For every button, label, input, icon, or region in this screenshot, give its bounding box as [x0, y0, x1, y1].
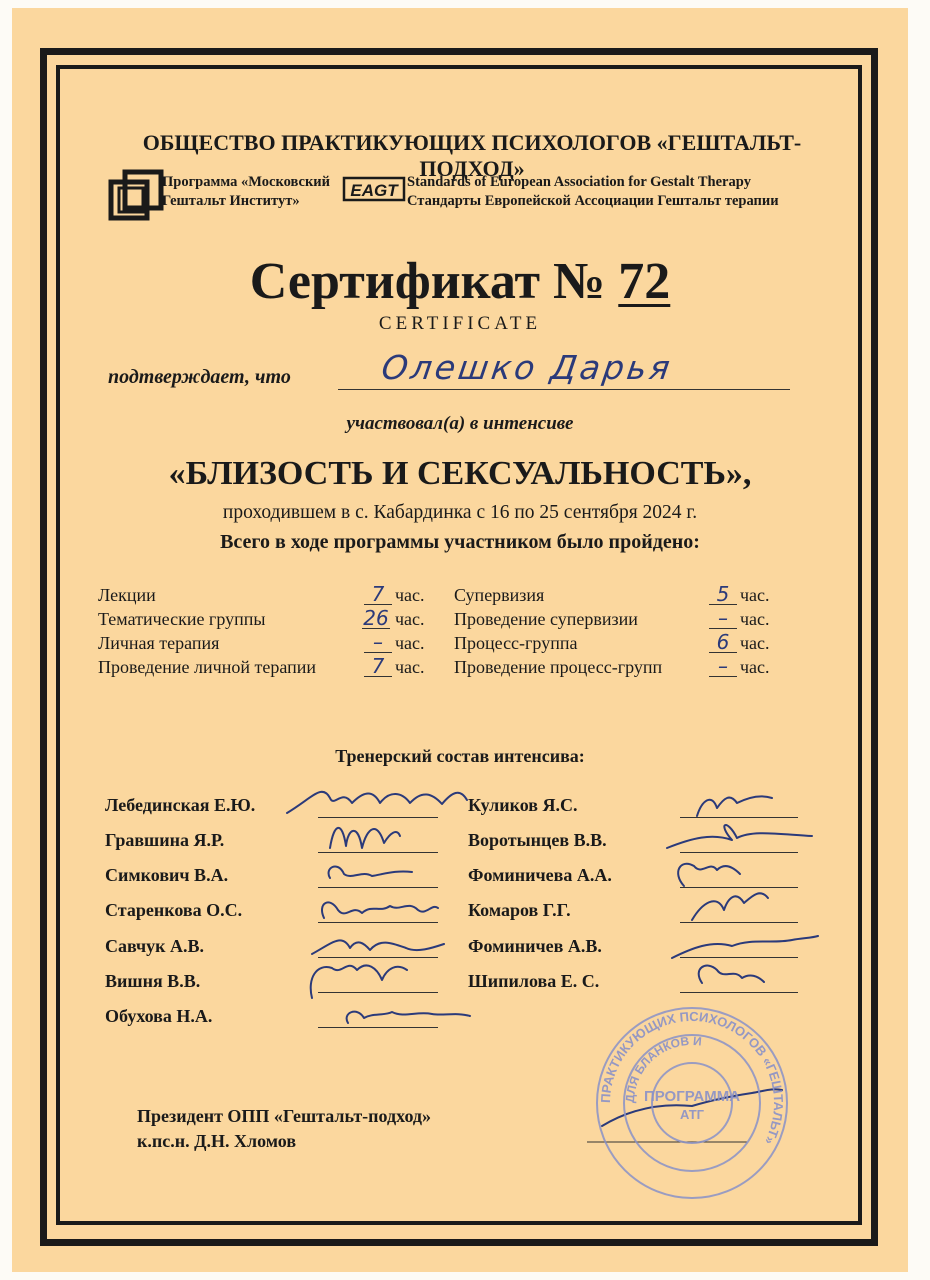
hours-row: Личная терапия	[98, 633, 220, 653]
trainer-name: Гравшина Я.Р.	[105, 830, 225, 850]
trainer-name: Старенкова О.С.	[105, 900, 243, 920]
certificate-subtitle: CERTIFICATE	[378, 313, 542, 334]
hours-value: 6	[709, 632, 737, 653]
standards-russian: Стандарты Европейской Ассоциации Гештальт терапии	[407, 193, 779, 209]
hours-row: Проведение супервизии	[454, 609, 638, 629]
hours-unit: час.	[395, 609, 425, 629]
hours-value: 7	[364, 584, 392, 605]
svg-text:EAGT: EAGT	[350, 181, 398, 200]
trainer-name: Симкович В.А.	[105, 865, 229, 885]
trainer-name: Лебединская Е.Ю.	[105, 795, 256, 815]
hours-unit: час.	[740, 585, 770, 605]
signature-komarov	[692, 893, 768, 920]
trainer-name: Фоминичев А.В.	[468, 936, 602, 956]
signature-obukhova	[347, 1012, 470, 1023]
signature-starenkova	[322, 902, 438, 918]
president-block	[137, 1104, 431, 1154]
program-line-2: Гештальт Институт»	[162, 193, 300, 209]
held-text: проходившем в с. Кабардинка с 16 по 25 сентября 2024 г.	[222, 502, 698, 523]
program-line-1: Программа «Московский	[162, 174, 331, 190]
confirms-label: подтверждает, что	[108, 366, 291, 388]
signature-lebedinskaya	[287, 792, 467, 813]
signature-simkovich	[329, 866, 412, 878]
official-stamp	[592, 1003, 792, 1203]
stamp-inner-text: АТГ	[679, 1107, 705, 1122]
hours-unit: час.	[395, 633, 425, 653]
signature-fominichev	[672, 936, 818, 958]
signature-fominicheva	[678, 864, 740, 886]
organization-name: ОБЩЕСТВО ПРАКТИКУЮЩИХ ПСИХОЛОГОВ «ГЕШТАЛЬТ-ПОДХОД»	[142, 130, 802, 181]
hours-row: Проведение процесс-групп	[454, 657, 663, 677]
stamp-outer-text: ПРАКТИКУЮЩИХ ПСИХОЛОГОВ «ГЕШТАЛЬТ»	[597, 1008, 787, 1148]
hours-unit: час.	[740, 633, 770, 653]
signature-savchuk	[312, 940, 444, 954]
intensive-name: «БЛИЗОСТЬ И СЕКСУАЛЬНОСТЬ»,	[168, 455, 752, 492]
stamp-middle-text: ДЛЯ БЛАНКОВ И	[622, 1033, 703, 1104]
hours-value: 26	[363, 606, 389, 630]
certificate-sheet	[12, 8, 908, 1272]
trainer-name: Комаров Г.Г.	[468, 900, 571, 920]
trainers-title: Тренерский состав интенсива:	[335, 746, 585, 766]
hours-value: –	[709, 608, 737, 629]
participated-label: участвовал(а) в интенсиве	[346, 413, 574, 434]
trainer-name: Савчук А.В.	[105, 936, 205, 956]
signature-shipilova	[699, 966, 764, 983]
signature-gravshina	[330, 828, 400, 848]
trainer-name: Шипилова Е. С.	[468, 971, 600, 991]
hours-row: Супервизия	[454, 585, 545, 605]
hours-row: Лекции	[98, 585, 156, 605]
hours-unit: час.	[395, 585, 425, 605]
hours-row: Проведение личной терапии	[98, 657, 316, 677]
certificate-title-text: Сертификат №	[249, 253, 606, 310]
trainer-name: Воротынцев В.В.	[468, 830, 607, 850]
hours-unit: час.	[740, 609, 770, 629]
hours-value: 7	[364, 656, 392, 677]
trainer-name: Обухова Н.А.	[105, 1006, 213, 1026]
certificate-number: 72	[618, 253, 671, 310]
trainer-name: Фоминичева А.А.	[468, 865, 612, 885]
hours-value: –	[364, 632, 392, 653]
signature-kulikov	[697, 796, 772, 816]
trainer-name: Вишня В.В.	[105, 971, 201, 991]
hours-value: 5	[709, 584, 737, 605]
standards-english: Standards of European Association for Gestalt Therapy	[407, 174, 752, 190]
signature-vishnya	[311, 965, 407, 998]
signature-vorotyntsev	[667, 825, 812, 848]
hours-value: –	[709, 656, 737, 677]
hours-row: Процесс-группа	[454, 633, 578, 653]
stamp-center-text: ПРОГРАММА	[643, 1088, 741, 1105]
president-name: к.пс.н. Д.Н. Хломов	[137, 1131, 297, 1151]
hours-unit: час.	[740, 657, 770, 677]
hours-unit: час.	[395, 657, 425, 677]
trainer-name: Куликов Я.С.	[468, 795, 578, 815]
total-text: Всего в ходе программы участником было пройдено:	[220, 531, 700, 553]
participant-name: Олешко Дарья	[379, 348, 676, 387]
president-title: Президент ОПП «Гештальт-подход»	[137, 1106, 432, 1126]
hours-row: Тематические группы	[98, 609, 266, 629]
